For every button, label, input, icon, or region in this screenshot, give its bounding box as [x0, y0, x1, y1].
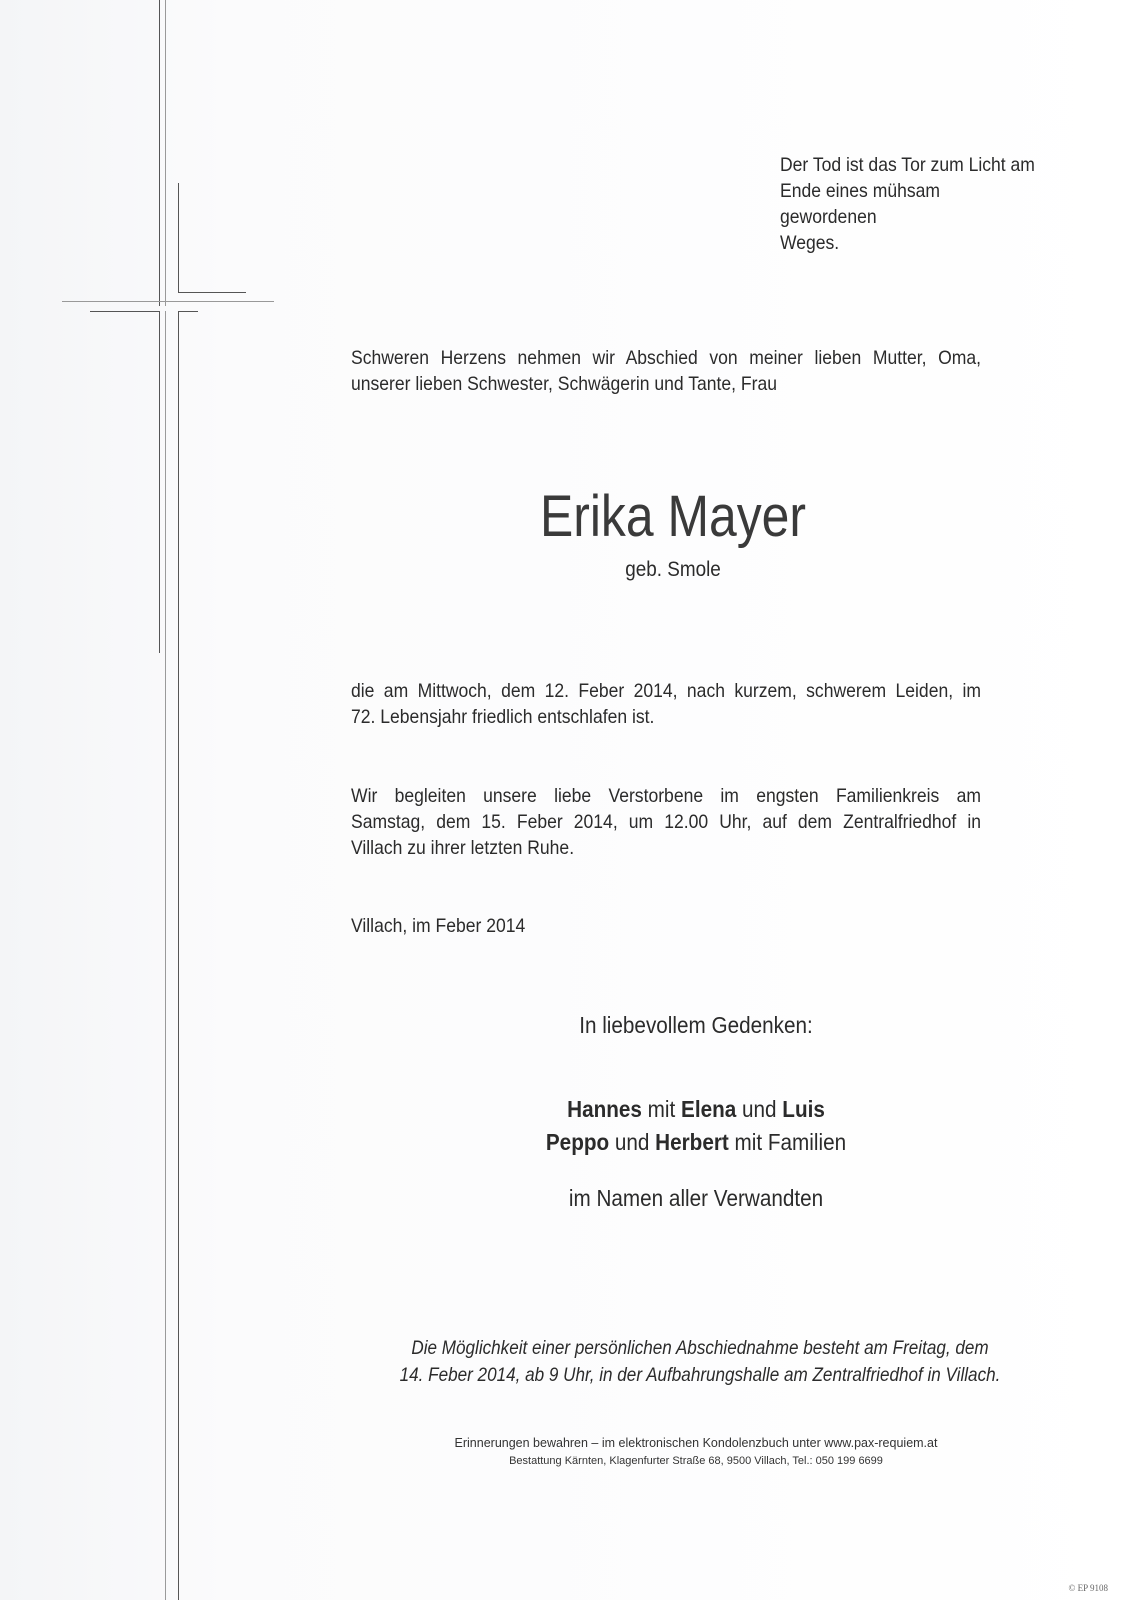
- family-line-1: Hannes mit Elena und Luis: [567, 1096, 825, 1122]
- relatives-line: im Namen aller Verwandten: [568, 1185, 824, 1211]
- birth-name: geb. Smole: [625, 558, 721, 581]
- intro-text: Schweren Herzens nehmen wir Abschied von meiner lieben Mutter, Oma, unserer lieben Schwester, Schwägerin und Tante, Frau: [351, 347, 981, 395]
- condolence-footer: Erinnerungen bewahren – im elektronischen Kondolenzbuch unter www.pax-requiem.at: [454, 1436, 938, 1450]
- place-date: Villach, im Feber 2014: [351, 915, 526, 937]
- death-notice: die am Mittwoch, dem 12. Feber 2014, nach kurzem, schwerem Leiden, im 72. Lebensjahr friedlich entschlafen ist.: [351, 680, 981, 728]
- undertaker-footer: Bestattung Kärnten, Klagenfurter Straße 68, 9500 Villach, Tel.: 050 199 6699: [509, 1455, 883, 1467]
- memorial-heading: In liebevollem Gedenken:: [579, 1012, 813, 1038]
- motto-quote: Der Tod ist das Tor zum Licht am Ende eines mühsam gewordenen Weges.: [780, 154, 1035, 254]
- print-code: © EP 9108: [1068, 1583, 1108, 1593]
- family-line-2: Peppo und Herbert mit Familien: [545, 1129, 847, 1155]
- viewing-notice: Die Möglichkeit einer persönlichen Abschiednahme besteht am Freitag, dem 14. Feber 2014, ab 9 Uhr, in der Aufbahrungshalle am Zentralfriedhof in Villach.: [399, 1338, 1001, 1386]
- deceased-name: Erika Mayer: [539, 484, 807, 549]
- funeral-notice: Wir begleiten unsere liebe Verstorbene im engsten Familienkreis am Samstag, dem 15. Feber 2014, um 12.00 Uhr, auf dem Zentralfriedhof in Villach zu ihrer letzten Ruhe.: [351, 785, 981, 859]
